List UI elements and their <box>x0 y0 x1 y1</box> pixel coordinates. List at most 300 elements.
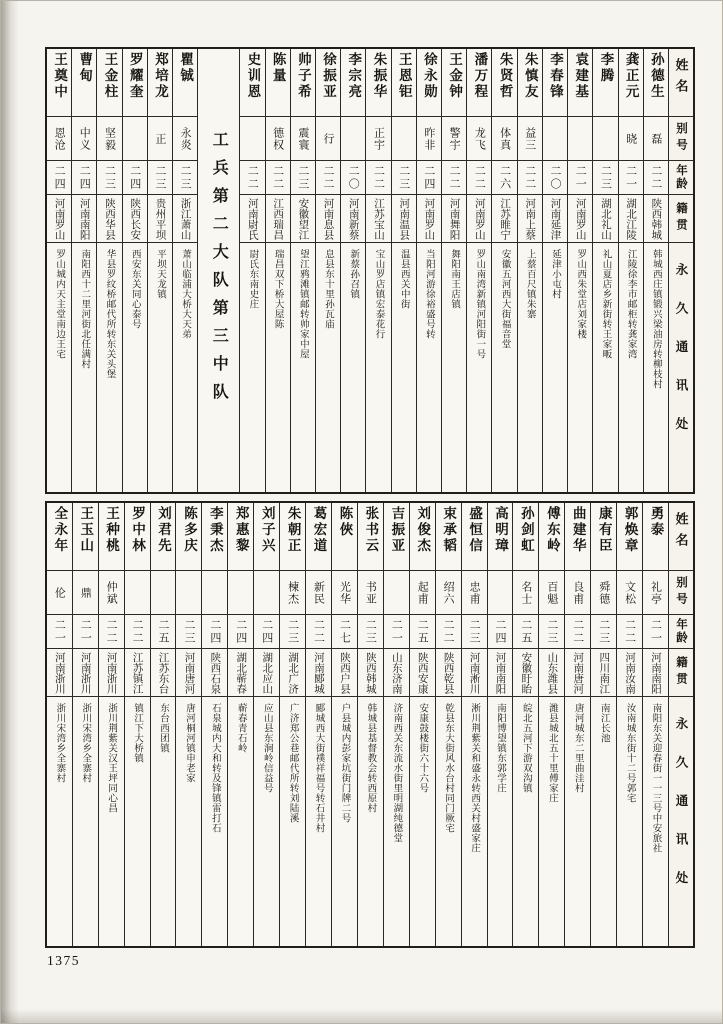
person-age <box>617 615 642 649</box>
person-column <box>383 503 409 946</box>
person-alias-text: 德权 <box>271 126 284 151</box>
scan-bottom-shadow <box>1 1009 722 1023</box>
person-alias-text: 昨非 <box>422 126 435 151</box>
person-column <box>47 49 71 492</box>
person-alias <box>488 571 513 615</box>
person-name-text: 曲建华 <box>570 506 586 554</box>
person-alias <box>47 117 71 161</box>
person-origin <box>492 195 516 243</box>
person-alias <box>173 117 197 161</box>
person-name <box>366 49 390 117</box>
person-name-text: 王金柱 <box>102 52 118 100</box>
person-alias-text: 正 <box>153 132 166 145</box>
person-column <box>96 49 121 492</box>
person-age-text: 二〇 <box>549 164 562 191</box>
person-address <box>392 243 416 492</box>
person-alias <box>72 117 96 161</box>
person-alias <box>73 571 98 615</box>
person-name-text: 葛宏道 <box>311 506 327 554</box>
person-age <box>410 615 435 649</box>
header-age-label-text: 年龄 <box>675 618 687 645</box>
person-address <box>266 243 290 492</box>
person-age-text: 二五 <box>416 618 429 645</box>
person-name <box>316 49 340 117</box>
person-name <box>341 49 365 117</box>
person-address <box>643 697 668 946</box>
person-name-text: 罗耀奎 <box>127 52 143 100</box>
person-column <box>538 503 564 946</box>
person-age <box>125 615 150 649</box>
person-column <box>72 503 98 946</box>
person-age <box>543 161 567 195</box>
person-age <box>539 615 564 649</box>
person-origin-text: 山东济南 <box>390 651 402 694</box>
scan-gutter-shadow <box>1 1 19 1023</box>
person-age-text: 二三 <box>103 164 116 191</box>
person-origin-text: 江西瑞昌 <box>272 197 284 240</box>
person-name-text: 李秉杰 <box>207 506 223 554</box>
person-address <box>173 243 197 492</box>
person-origin <box>123 195 147 243</box>
person-origin-text: 陕西韩城 <box>364 651 376 694</box>
person-alias-text: 起甫 <box>416 580 429 605</box>
person-origin-text: 河南延津 <box>549 197 561 240</box>
person-address <box>176 697 201 946</box>
person-name <box>72 49 96 117</box>
header-alias-label-text: 别号 <box>675 576 687 609</box>
person-name <box>97 49 121 117</box>
person-age <box>176 615 201 649</box>
person-name <box>291 49 315 117</box>
person-origin-text: 陕西安康 <box>416 651 428 694</box>
person-address-text: 罗山南湾新镇河阳街一号 <box>474 249 485 359</box>
person-age <box>47 161 71 195</box>
person-alias <box>306 571 331 615</box>
person-origin-text: 贵州平坝 <box>154 197 166 240</box>
person-column <box>305 503 331 946</box>
person-name-text: 束承韬 <box>441 506 457 554</box>
person-origin <box>97 195 121 243</box>
person-name-text: 瞿铖 <box>178 52 194 84</box>
person-age <box>123 161 147 195</box>
person-origin <box>565 649 590 697</box>
person-origin-text: 河南浙川 <box>105 651 117 694</box>
person-address <box>148 243 172 492</box>
person-alias <box>492 117 516 161</box>
person-address-text: 淅川荆紫关和盛永转西关村盛家庄 <box>469 703 480 853</box>
person-age-text: 二四 <box>234 618 247 645</box>
person-alias <box>332 571 357 615</box>
person-age <box>266 161 290 195</box>
person-name <box>254 503 279 571</box>
person-age-text: 二二 <box>131 618 144 645</box>
person-name-text: 郭焕章 <box>622 506 638 554</box>
person-origin <box>332 649 357 697</box>
person-age-text: 二一 <box>53 618 66 645</box>
person-age-text: 二三 <box>286 618 299 645</box>
person-address-text: 安康鼓楼街六十六号 <box>417 703 428 793</box>
person-age <box>591 615 616 649</box>
person-name <box>410 503 435 571</box>
person-alias-text: 体真 <box>498 126 511 151</box>
person-address-text: 户县城内彭家坑街门牌二号 <box>339 703 350 823</box>
person-origin <box>316 195 340 243</box>
person-age-text: 二二 <box>246 164 259 191</box>
person-name <box>47 503 72 571</box>
person-address <box>366 243 390 492</box>
person-address <box>543 243 567 492</box>
person-address-text: 潍县城北五十里傅家庄 <box>546 703 557 803</box>
person-column <box>340 49 365 492</box>
person-origin-text: 江苏睢宁 <box>499 197 511 240</box>
person-address-text: 南阳西十二里河街北任满村 <box>79 249 90 369</box>
person-origin-text: 陕西石泉 <box>209 651 221 694</box>
person-address-text: 韩城县基督教会转西原村 <box>365 703 376 813</box>
person-alias <box>291 117 315 161</box>
person-origin <box>436 649 461 697</box>
person-name-text: 孙德生 <box>648 52 664 100</box>
person-origin-text: 河南舞阳 <box>448 197 460 240</box>
header-alias-label <box>669 117 693 161</box>
person-address-text: 乾县东大街风水台村同门厥宅 <box>443 703 454 833</box>
person-address-text: 华县罗纹桥邮代所转东关头堡 <box>104 249 115 379</box>
person-name <box>240 49 264 117</box>
person-origin <box>410 649 435 697</box>
person-address-text: 瑞昌双下桥大屋陈 <box>272 249 283 329</box>
person-alias-text: 忠甫 <box>468 580 481 605</box>
person-name-text: 龚正元 <box>623 52 639 100</box>
person-name <box>280 503 305 571</box>
person-origin-text: 河南罗山 <box>574 197 586 240</box>
person-name <box>462 503 487 571</box>
person-address-text: 江陵徐李市邮柜转龚家湾 <box>625 249 636 359</box>
person-name <box>442 49 466 117</box>
header-alias-label <box>669 571 693 615</box>
person-origin-text: 河南温县 <box>398 197 410 240</box>
person-alias <box>202 571 227 615</box>
person-alias <box>543 117 567 161</box>
person-column <box>466 49 491 492</box>
person-column <box>331 503 357 946</box>
person-name-text: 王金钟 <box>447 52 463 100</box>
person-age-text: 二三 <box>182 618 195 645</box>
person-address <box>492 243 516 492</box>
person-alias-text: 礼亭 <box>649 580 662 605</box>
person-address-text: 宝山罗店镇宏泰花行 <box>373 249 384 339</box>
person-age <box>384 615 409 649</box>
person-column <box>290 49 315 492</box>
person-origin-text: 河南罗山 <box>473 197 485 240</box>
person-age-text: 二六 <box>498 164 511 191</box>
person-alias-text: 文松 <box>623 580 636 605</box>
person-age-text: 二三 <box>468 618 481 645</box>
person-name <box>417 49 441 117</box>
person-origin <box>202 649 227 697</box>
person-origin <box>173 195 197 243</box>
person-name <box>568 49 592 117</box>
person-name <box>436 503 461 571</box>
person-address <box>644 243 668 492</box>
person-address <box>151 697 176 946</box>
person-name-text: 陈多庆 <box>181 506 197 554</box>
person-age-text: 二五 <box>157 618 170 645</box>
person-origin <box>644 195 668 243</box>
person-name-text: 袁建基 <box>573 52 589 100</box>
person-origin <box>593 195 617 243</box>
person-age <box>513 615 538 649</box>
person-age-text: 二三 <box>364 618 377 645</box>
person-origin-text: 河南罗山 <box>423 197 435 240</box>
person-origin-text: 山东潍县 <box>546 651 558 694</box>
person-origin-text: 河南唐河 <box>572 651 584 694</box>
person-address-text: 罗山西朱堂店刘家楼 <box>575 249 586 339</box>
person-age <box>202 615 227 649</box>
person-name-text: 全永年 <box>52 506 68 554</box>
person-alias <box>518 117 542 161</box>
person-address-text: 浙川宋湾乡全寨村 <box>54 703 65 783</box>
header-origin-label <box>669 649 693 697</box>
person-name <box>173 49 197 117</box>
person-age-text: 二二 <box>448 164 461 191</box>
person-age-text: 二三 <box>153 164 166 191</box>
person-address-text: 萧山临浦大桥大天弟 <box>180 249 191 339</box>
person-name <box>543 49 567 117</box>
person-address-text: 蕲春青石岭 <box>235 703 246 753</box>
person-origin <box>643 649 668 697</box>
person-origin <box>176 649 201 697</box>
person-name <box>644 49 668 117</box>
person-address <box>462 697 487 946</box>
person-name-text: 傅东岭 <box>544 506 560 554</box>
person-age-text: 二二 <box>271 164 284 191</box>
person-age <box>492 161 516 195</box>
person-origin-text: 河南汝南 <box>624 651 636 694</box>
person-name-text: 王奠中 <box>52 52 68 100</box>
person-column <box>147 49 172 492</box>
person-column <box>564 503 590 946</box>
person-name-text: 朱振华 <box>371 52 387 100</box>
person-alias <box>619 117 643 161</box>
person-column <box>239 49 264 492</box>
person-address-text: 西安东关同心泰号 <box>129 249 140 329</box>
person-column <box>365 49 390 492</box>
person-age <box>518 161 542 195</box>
person-address <box>125 697 150 946</box>
person-alias-text: 名士 <box>519 580 532 605</box>
person-address <box>410 697 435 946</box>
person-alias <box>436 571 461 615</box>
person-name <box>202 503 227 571</box>
person-alias <box>644 117 668 161</box>
person-origin <box>384 649 409 697</box>
person-age-text: 二二 <box>473 164 486 191</box>
person-alias <box>358 571 383 615</box>
person-address-text: 济南西关东流水街里明湖纯德堂 <box>391 703 402 843</box>
person-name <box>591 503 616 571</box>
person-name-text: 吉振亚 <box>389 506 405 554</box>
person-age <box>47 615 72 649</box>
person-age <box>565 615 590 649</box>
header-origin-label-text: 籍贯 <box>675 656 687 689</box>
person-name <box>176 503 201 571</box>
person-alias-text: 鼎 <box>79 586 92 599</box>
person-address <box>47 697 72 946</box>
person-age <box>228 615 253 649</box>
person-alias-text: 磊 <box>649 132 662 145</box>
person-name-text: 郑惠黎 <box>233 506 249 554</box>
person-address <box>539 697 564 946</box>
person-origin <box>228 649 253 697</box>
person-alias-text: 龙飞 <box>473 126 486 151</box>
person-name-text: 史训恩 <box>245 52 261 100</box>
person-column <box>122 49 147 492</box>
person-origin <box>47 195 71 243</box>
person-name <box>123 49 147 117</box>
person-age-text: 二四 <box>260 618 273 645</box>
header-address-label <box>669 697 693 946</box>
person-name <box>151 503 176 571</box>
person-name-text: 高明璋 <box>493 506 508 554</box>
person-age <box>99 615 124 649</box>
person-column <box>172 49 197 492</box>
person-address-text: 舞阳南王店镇 <box>449 249 460 309</box>
person-alias-text: 百魁 <box>545 580 558 605</box>
person-alias <box>410 571 435 615</box>
person-origin <box>513 649 538 697</box>
person-name <box>47 49 71 117</box>
person-origin <box>151 649 176 697</box>
person-name-text: 徐振亚 <box>321 52 337 100</box>
person-age <box>392 161 416 195</box>
person-name <box>518 49 542 117</box>
person-address <box>417 243 441 492</box>
person-origin <box>591 649 616 697</box>
person-column <box>279 503 305 946</box>
person-address-text: 温县西关中街 <box>398 249 409 309</box>
person-column <box>98 503 124 946</box>
person-age-text: 二三 <box>179 164 192 191</box>
person-name <box>73 503 98 571</box>
person-origin-text: 湖北江陵 <box>625 197 637 240</box>
person-age <box>488 615 513 649</box>
person-address <box>518 243 542 492</box>
person-address <box>72 243 96 492</box>
person-age-text: 二七 <box>338 618 351 645</box>
person-column <box>517 49 542 492</box>
person-age-text: 二三 <box>397 164 410 191</box>
person-age-text: 二二 <box>571 618 584 645</box>
person-age <box>619 161 643 195</box>
person-name <box>125 503 150 571</box>
person-address <box>280 697 305 946</box>
person-origin-text: 安徽盱眙 <box>520 651 532 694</box>
person-age <box>173 161 197 195</box>
person-alias <box>99 571 124 615</box>
person-origin <box>125 649 150 697</box>
person-address <box>384 697 409 946</box>
person-alias <box>125 571 150 615</box>
header-name-label <box>669 503 693 571</box>
person-alias <box>593 117 617 161</box>
person-origin-text: 湖北礼山 <box>599 197 611 240</box>
person-column <box>391 49 416 492</box>
person-origin <box>306 649 331 697</box>
person-origin-text: 河南上蔡 <box>524 197 536 240</box>
person-address <box>568 243 592 492</box>
person-address-text: 南阳东关迎春街一一三号中安旅社 <box>650 703 661 853</box>
person-origin-text: 陕西华县 <box>104 197 116 240</box>
person-origin-text: 河南南阳 <box>78 197 90 240</box>
person-name-text: 徐永勋 <box>421 52 437 100</box>
person-alias <box>151 571 176 615</box>
person-address-text: 礼山夏店乡新街转王家畈 <box>600 249 611 359</box>
person-age-text: 二二 <box>442 618 455 645</box>
person-origin-text: 湖北蕲春 <box>235 651 247 694</box>
person-age <box>73 615 98 649</box>
person-alias-text: 楝杰 <box>286 580 299 605</box>
person-origin-text: 四川南江 <box>598 651 610 694</box>
person-age <box>341 161 365 195</box>
person-address <box>240 243 264 492</box>
header-column <box>668 49 693 492</box>
person-origin <box>543 195 567 243</box>
person-alias <box>97 117 121 161</box>
person-origin <box>254 649 279 697</box>
person-origin <box>47 649 72 697</box>
person-age <box>593 161 617 195</box>
person-alias <box>568 117 592 161</box>
header-name-label-text: 姓名 <box>673 58 689 100</box>
person-alias-text: 坚毅 <box>103 126 116 151</box>
person-age <box>644 161 668 195</box>
person-address <box>619 243 643 492</box>
person-origin-text: 河南浙川 <box>79 651 91 694</box>
person-age <box>332 615 357 649</box>
person-age-text: 二三 <box>296 164 309 191</box>
person-column <box>47 503 72 946</box>
person-alias <box>316 117 340 161</box>
person-age <box>366 161 390 195</box>
person-origin-text: 河南淅川 <box>468 651 480 694</box>
person-origin <box>539 649 564 697</box>
header-alias-label-text: 别号 <box>675 122 687 155</box>
person-age-text: 二二 <box>649 164 662 191</box>
person-alias-text: 行 <box>322 132 335 145</box>
person-column <box>590 503 616 946</box>
person-address-text: 南阳博望镇东郭学庄 <box>495 703 505 793</box>
person-column <box>409 503 435 946</box>
person-column <box>542 49 567 492</box>
person-origin <box>568 195 592 243</box>
person-name <box>617 503 642 571</box>
person-column <box>592 49 617 492</box>
person-origin <box>291 195 315 243</box>
person-age <box>97 161 121 195</box>
person-address <box>73 697 98 946</box>
person-alias <box>240 117 264 161</box>
person-address <box>488 697 513 946</box>
header-origin-label <box>669 195 693 243</box>
person-address-text: 唐河桐河镇申老家 <box>183 703 194 783</box>
person-age-text: 二二 <box>372 164 385 191</box>
person-origin <box>148 195 172 243</box>
person-address <box>593 243 617 492</box>
person-address-text: 罗山城内天主堂南边王宅 <box>54 249 65 359</box>
person-alias <box>643 571 668 615</box>
person-age <box>254 615 279 649</box>
header-column <box>668 503 693 946</box>
person-name <box>266 49 290 117</box>
